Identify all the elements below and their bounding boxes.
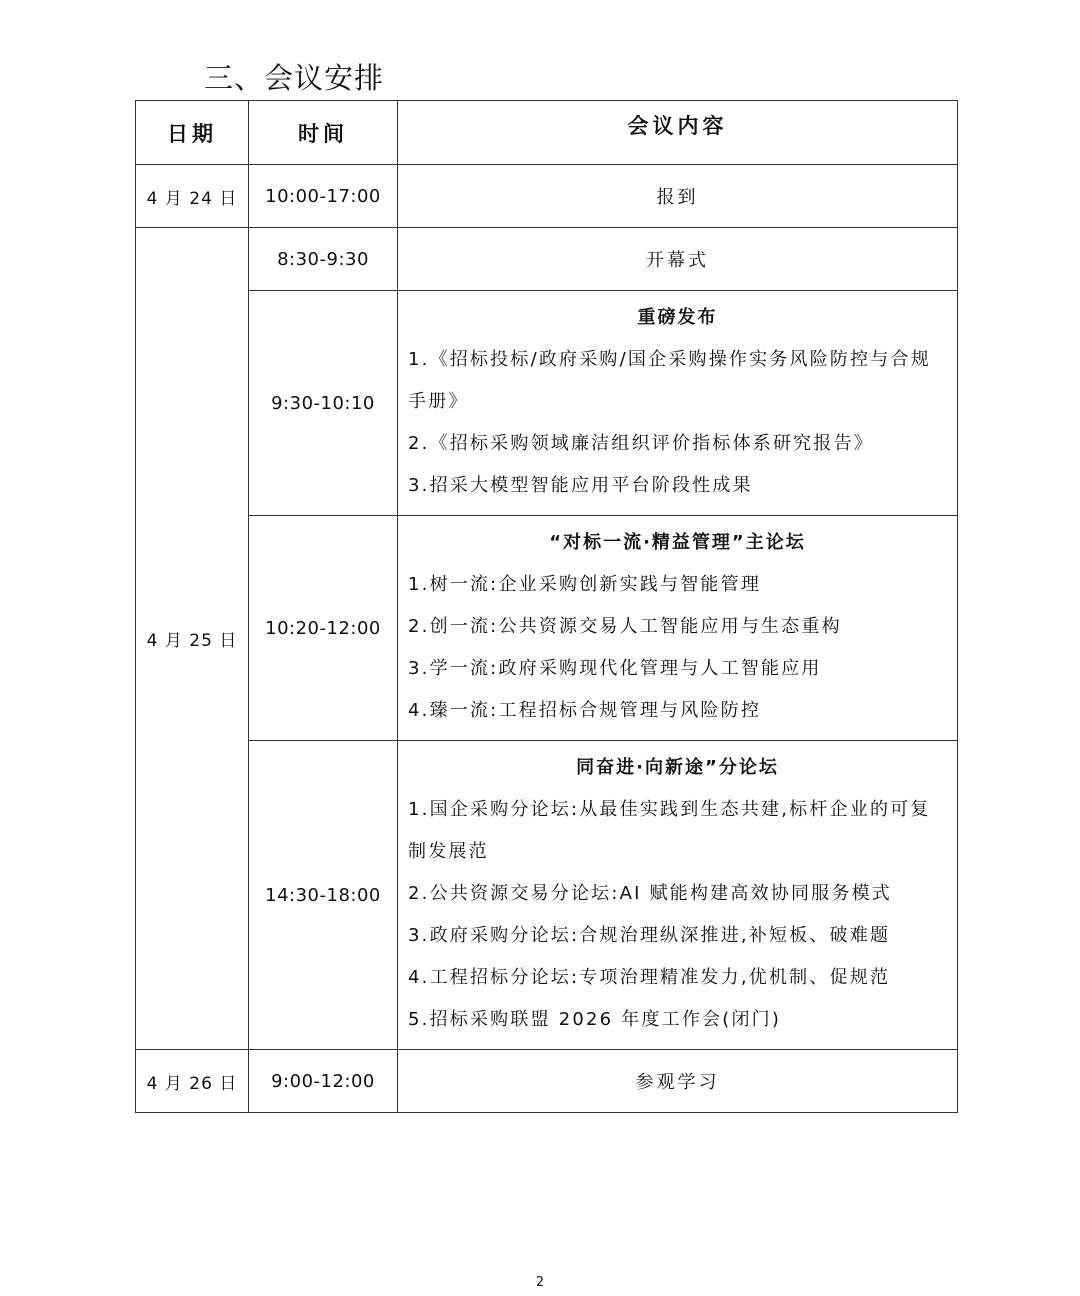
time-cell: 9:00-12:00 [249,1050,398,1113]
block-title: 同奋进·向新途”分论坛 [576,757,779,778]
list-item: 3.学一流:政府采购现代化管理与人工智能应用 [408,658,822,679]
release-block [398,291,957,515]
time-cell: 9:30-10:10 [249,291,398,516]
list-item: 3.政府采购分论坛:合规治理纵深推进,补短板、破难题 [408,925,891,946]
table-row [136,741,958,1050]
list-item: 4.工程招标分论坛:专项治理精准发力,优机制、促规范 [408,967,891,988]
page-number: 2 [535,1275,545,1290]
section-title: 三、会议安排 [204,61,385,95]
table-row [136,228,958,291]
agenda-table [135,100,958,1113]
list-item: 1.树一流:企业采购创新实践与智能管理 [408,574,762,595]
list-item: 1.《招标投标/政府采购/国企采购操作实务风险防控与合规手册》 [408,349,931,412]
block-title: 重磅发布 [637,307,718,328]
list-item: 3.招采大模型智能应用平台阶段性成果 [408,475,753,496]
date-cell: 4 月 24 日 [136,165,249,228]
time-cell: 10:00-17:00 [249,165,398,228]
table-row [136,291,958,516]
date-cell: 4 月 26 日 [136,1050,249,1113]
content-cell: 报到 [398,165,958,228]
header-content: 会议内容 [398,101,958,165]
date-cell: 4 月 25 日 [136,228,249,1050]
list-item: 2.《招标采购领域廉洁组织评价指标体系研究报告》 [408,433,874,454]
time-cell: 10:20-12:00 [249,516,398,741]
list-item: 1.国企采购分论坛:从最佳实践到生态共建,标杆企业的可复制发展范 [408,799,931,862]
header-date: 日期 [136,101,249,165]
list-item: 2.公共资源交易分论坛:AI 赋能构建高效协同服务模式 [408,883,892,904]
content-cell [398,291,958,516]
table-row [136,1050,958,1113]
content-cell [398,516,958,741]
content-cell: 参观学习 [398,1050,958,1113]
block-title: “对标一流·精益管理”主论坛 [549,532,806,553]
content-cell: 开幕式 [398,228,958,291]
list-item: 5.招标采购联盟 2026 年度工作会(闭门) [408,1009,782,1030]
sub-forum-block [398,741,957,1049]
list-item: 4.臻一流:工程招标合规管理与风险防控 [408,700,762,721]
table-row [136,516,958,741]
main-forum-block [398,516,957,740]
time-cell: 14:30-18:00 [249,741,398,1050]
table-header-row [136,101,958,165]
header-time: 时间 [249,101,398,165]
content-cell [398,741,958,1050]
time-cell: 8:30-9:30 [249,228,398,291]
table-row [136,165,958,228]
list-item: 2.创一流:公共资源交易人工智能应用与生态重构 [408,616,842,637]
